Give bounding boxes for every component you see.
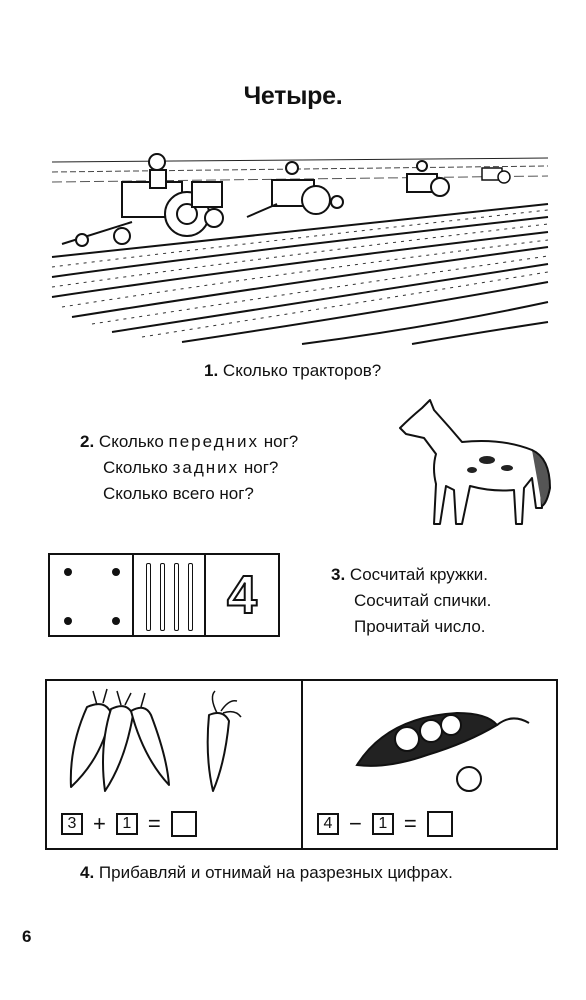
addend-b-tile[interactable]: 1: [116, 813, 138, 835]
task-3: [331, 562, 491, 640]
task-2-line2-b: задних: [172, 458, 240, 477]
circle-dot: [112, 617, 120, 625]
minuend-tile[interactable]: 4: [317, 813, 339, 835]
circle-dot: [64, 617, 72, 625]
match-stick: [174, 563, 179, 631]
task-2-line2-c: ног?: [243, 458, 279, 477]
subtrahend-tile[interactable]: 1: [372, 813, 394, 835]
task-4-number: 4.: [80, 863, 95, 882]
page-title: Четыре.: [243, 82, 343, 110]
circle-dot: [112, 568, 120, 576]
minus-sign: −: [349, 811, 362, 836]
counting-card: [48, 553, 280, 637]
carrots-illustration: [59, 687, 279, 797]
task-2-line2-a: Сколько: [103, 458, 168, 477]
task-1: [204, 358, 381, 384]
task-1-number: 1.: [204, 361, 219, 380]
circle-dot: [64, 568, 72, 576]
circles-cell: [50, 555, 134, 635]
matches-cell: [134, 555, 206, 635]
plus-sign: +: [93, 811, 106, 836]
digit-cell: [206, 555, 278, 635]
match-stick: [188, 563, 193, 631]
task-3-number: 3.: [331, 565, 346, 584]
carrots-panel: [47, 681, 303, 848]
task-3-line1: Сосчитай кружки.: [349, 565, 489, 584]
digit-four: 4: [226, 565, 258, 625]
answer-empty-tile[interactable]: [427, 811, 453, 837]
match-stick: [160, 563, 165, 631]
tractors-field-illustration: [52, 132, 548, 346]
task-2-number: 2.: [80, 432, 95, 451]
task-3-line2: Сосчитай спички.: [354, 591, 492, 610]
horse-illustration: [392, 398, 552, 532]
task-2-line1-a: Сколько: [98, 432, 164, 451]
task-2: [80, 429, 298, 507]
match-stick: [146, 563, 151, 631]
task-3-line3: Прочитай число.: [354, 617, 486, 636]
equals-sign: =: [147, 811, 161, 836]
page-number: 6: [22, 927, 32, 946]
task-2-line1-b: передних: [168, 432, 260, 451]
arithmetic-panels: [45, 679, 558, 850]
addend-a-tile[interactable]: 3: [61, 813, 83, 835]
subtraction-equation: [317, 811, 453, 837]
answer-empty-tile[interactable]: [171, 811, 197, 837]
addition-equation: [61, 811, 197, 837]
task-1-text: Сколько тракторов?: [222, 361, 382, 380]
peas-panel: [303, 681, 556, 848]
task-2-line3: Сколько всего ног?: [103, 484, 254, 503]
task-4-text: Прибавляй и отнимай на разрезных цифрах.: [98, 863, 453, 882]
equals-sign: =: [403, 811, 417, 836]
pea-pod-illustration: [347, 703, 537, 803]
task-2-line1-c: ног?: [263, 432, 299, 451]
task-4: [80, 860, 453, 886]
